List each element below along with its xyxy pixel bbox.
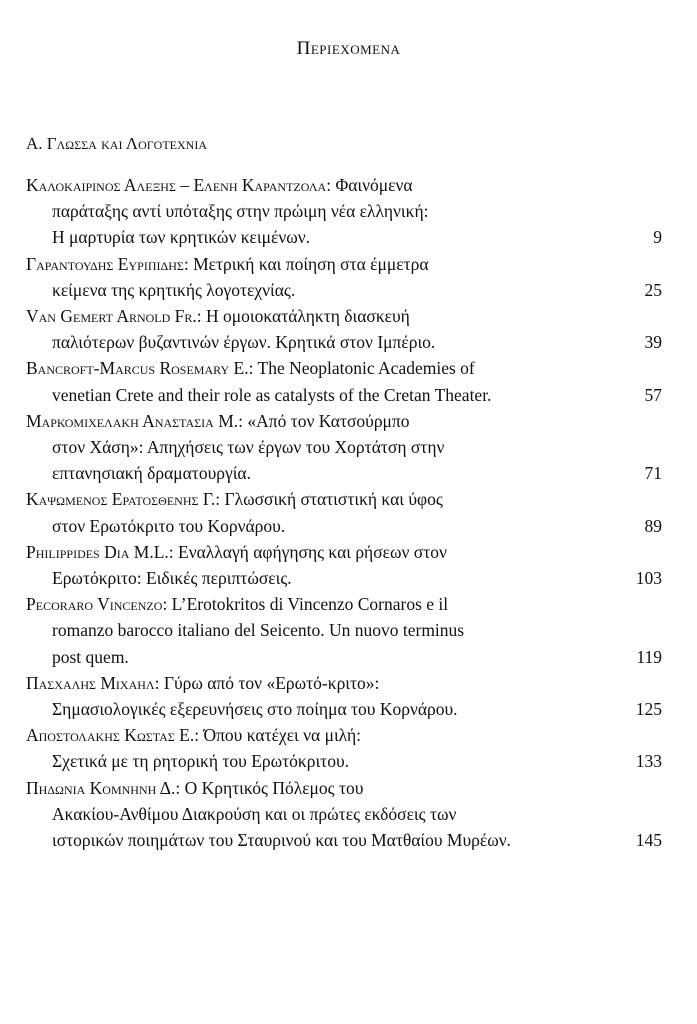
toc-entry-page-number: 103 — [635, 568, 662, 589]
toc-entry-title-text: επτανησιακή δραματουργία. — [52, 463, 251, 484]
toc-entry-first-line — [26, 355, 662, 381]
toc-entry-author: Πηδωνια Κομνηνη Δ. — [26, 777, 176, 798]
toc-entry-first-line — [26, 251, 662, 277]
toc-entry-first-line — [26, 591, 662, 617]
page-title: Περιεχομενα — [296, 38, 401, 59]
toc-entry-continuation-line — [26, 801, 662, 827]
toc-entry[interactable] — [26, 251, 662, 303]
toc-entry-continuation-line — [26, 748, 662, 774]
toc-entry-page-number: 133 — [635, 751, 662, 772]
toc-entry-first-line — [26, 408, 662, 434]
toc-entry-page-number: 89 — [644, 515, 662, 536]
toc-entry-first-line — [26, 172, 662, 198]
toc-entry-author: Γαραντουδης Ευριπιδης — [26, 253, 184, 274]
toc-entry-title-text: : Όπου κατέχει να μιλή: — [194, 725, 362, 746]
toc-entry-continuation-line — [26, 565, 662, 591]
toc-entry-page-number: 57 — [644, 384, 662, 405]
toc-entry-title-text: : Γλωσσική στατιστική και ύφος — [215, 489, 443, 510]
toc-entry-title-text: Ακακίου-Ανθίμου Διακρούση και οι πρώτες εκδόσεις των — [52, 803, 457, 824]
toc-entry-author: Philippides Dia M.L. — [26, 541, 169, 562]
toc-entry-first-line — [26, 486, 662, 512]
toc-entry-author: Καψωμενος Ερατοσθενης Γ. — [26, 489, 216, 510]
toc-entry-page-number: 125 — [635, 699, 662, 720]
toc-entry-continuation-line — [26, 382, 662, 408]
toc-entry-author: Αποστολακης Κωστας Ε. — [26, 725, 195, 746]
toc-entry-author: Bancroft-Marcus Rosemary E. — [26, 358, 249, 379]
toc-entry-title-text: Σχετικά με τη ρητορική του Ερωτόκριτου. — [52, 751, 349, 772]
toc-entry[interactable] — [26, 591, 662, 670]
toc-entry[interactable] — [26, 670, 662, 722]
section-heading: Α. Γλωσσα και Λογοτεχνια — [26, 134, 207, 153]
toc-entry-continuation-line — [26, 198, 662, 224]
toc-entry-title-text: : The Neoplatonic Academies of — [248, 358, 475, 379]
toc-entry-first-line — [26, 303, 662, 329]
toc-entry-first-line — [26, 539, 662, 565]
toc-entry-author: Van Gemert Arnold Fr. — [26, 306, 197, 327]
toc-entry-continuation-line — [26, 513, 662, 539]
toc-entry-page-number: 71 — [644, 463, 662, 484]
toc-entry-author: Pecoraro Vincenzo — [26, 594, 163, 615]
toc-entry-page-number: 119 — [636, 646, 662, 667]
toc-entry-title-text: : Η ομοιοκατάληκτη διασκευή — [196, 306, 410, 327]
toc-entry-title-text: : Ο Κρητικός Πόλεμος του — [175, 777, 364, 798]
toc-entry-title-text: : «Από τον Κατσούρμπο — [238, 410, 410, 431]
toc-entry-page-number: 39 — [644, 332, 662, 353]
toc-entry-continuation-line — [26, 696, 662, 722]
toc-entry-page-number: 145 — [635, 830, 662, 851]
toc-entry-title-text: : Φαινόμενα — [326, 175, 413, 195]
toc-entry-title-text: κείμενα της κρητικής λογοτεχνίας. — [52, 279, 296, 300]
toc-entry-continuation-line — [26, 329, 662, 355]
toc-entry-title-text: : Μετρική και ποίηση στα έμμετρα — [183, 253, 429, 274]
toc-entry-title-text: post quem. — [52, 646, 129, 667]
toc-entry-title-text: παλιότερων βυζαντινών έργων. Κρητικά στον Ιμπέριο. — [52, 332, 436, 353]
toc-entry-title-text: παράταξης αντί υπόταξης στην πρώιμη νέα ελληνική: — [52, 201, 429, 222]
toc-entry-continuation-line — [26, 277, 662, 303]
toc-entry-first-line — [26, 670, 662, 696]
toc-entry-title-text: στον Χάση»: Απηχήσεις των έργων του Χορτάτση στην — [52, 437, 445, 458]
toc-entry-title-text: Ερωτόκριτο: Ειδικές περιπτώσεις. — [52, 568, 292, 589]
toc-entry-continuation-line — [26, 644, 662, 670]
toc-entry-title-text: : L’Erotokritos di Vincenzo Cornaros e il — [162, 594, 449, 615]
toc-entry-title-text: Η μαρτυρία των κρητικών κειμένων. — [52, 227, 311, 248]
toc-entry-first-line — [26, 775, 662, 801]
toc-entry-continuation-line — [26, 224, 662, 250]
toc-entry-continuation-line — [26, 827, 662, 853]
toc-entry-continuation-line — [26, 434, 662, 460]
toc-entry[interactable] — [26, 408, 662, 487]
toc-entry[interactable] — [26, 775, 662, 854]
toc-entry[interactable] — [26, 355, 662, 407]
toc-entry-title-text: : Εναλλαγή αφήγησης και ρήσεων στον — [168, 541, 447, 562]
toc-entry-first-line — [26, 722, 662, 748]
toc-entry-author: Πασχαλης Μιχαηλ — [26, 672, 155, 693]
toc-entry-title-text: venetian Crete and their role as catalysts of the Cretan Theater. — [52, 384, 492, 405]
toc-entry-title-text: Σημασιολογικές εξερευνήσεις στο ποίημα του Κορνάρου. — [52, 699, 458, 720]
toc-entry-title-text: ιστορικών ποιημάτων του Σταυρινού και του Ματθαίου Μυρέων. — [52, 830, 512, 851]
toc-list — [26, 172, 662, 853]
toc-entry-title-text: romanzo barocco italiano del Seicento. Un nuovo terminus — [52, 620, 465, 641]
toc-entry-page-number: 25 — [644, 279, 662, 300]
toc-entry-author: Καλοκαιρινος Αλεξης – Ελενη Καραντζολα — [26, 175, 327, 195]
toc-entry[interactable] — [26, 303, 662, 355]
toc-entry[interactable] — [26, 172, 662, 251]
toc-entry-author: Μαρκομιχελακη Αναστασια Μ. — [26, 410, 239, 431]
toc-entry-page-number: 9 — [653, 227, 662, 248]
toc-entry[interactable] — [26, 486, 662, 538]
toc-entry-title-text: : Γύρω από τον «Ερωτό-κριτο»: — [154, 672, 380, 693]
toc-entry[interactable] — [26, 722, 662, 774]
toc-entry-title-text: στον Ερωτόκριτο του Κορνάρου. — [52, 515, 286, 536]
toc-entry-continuation-line — [26, 617, 662, 643]
toc-entry-continuation-line — [26, 460, 662, 486]
toc-entry[interactable] — [26, 539, 662, 591]
